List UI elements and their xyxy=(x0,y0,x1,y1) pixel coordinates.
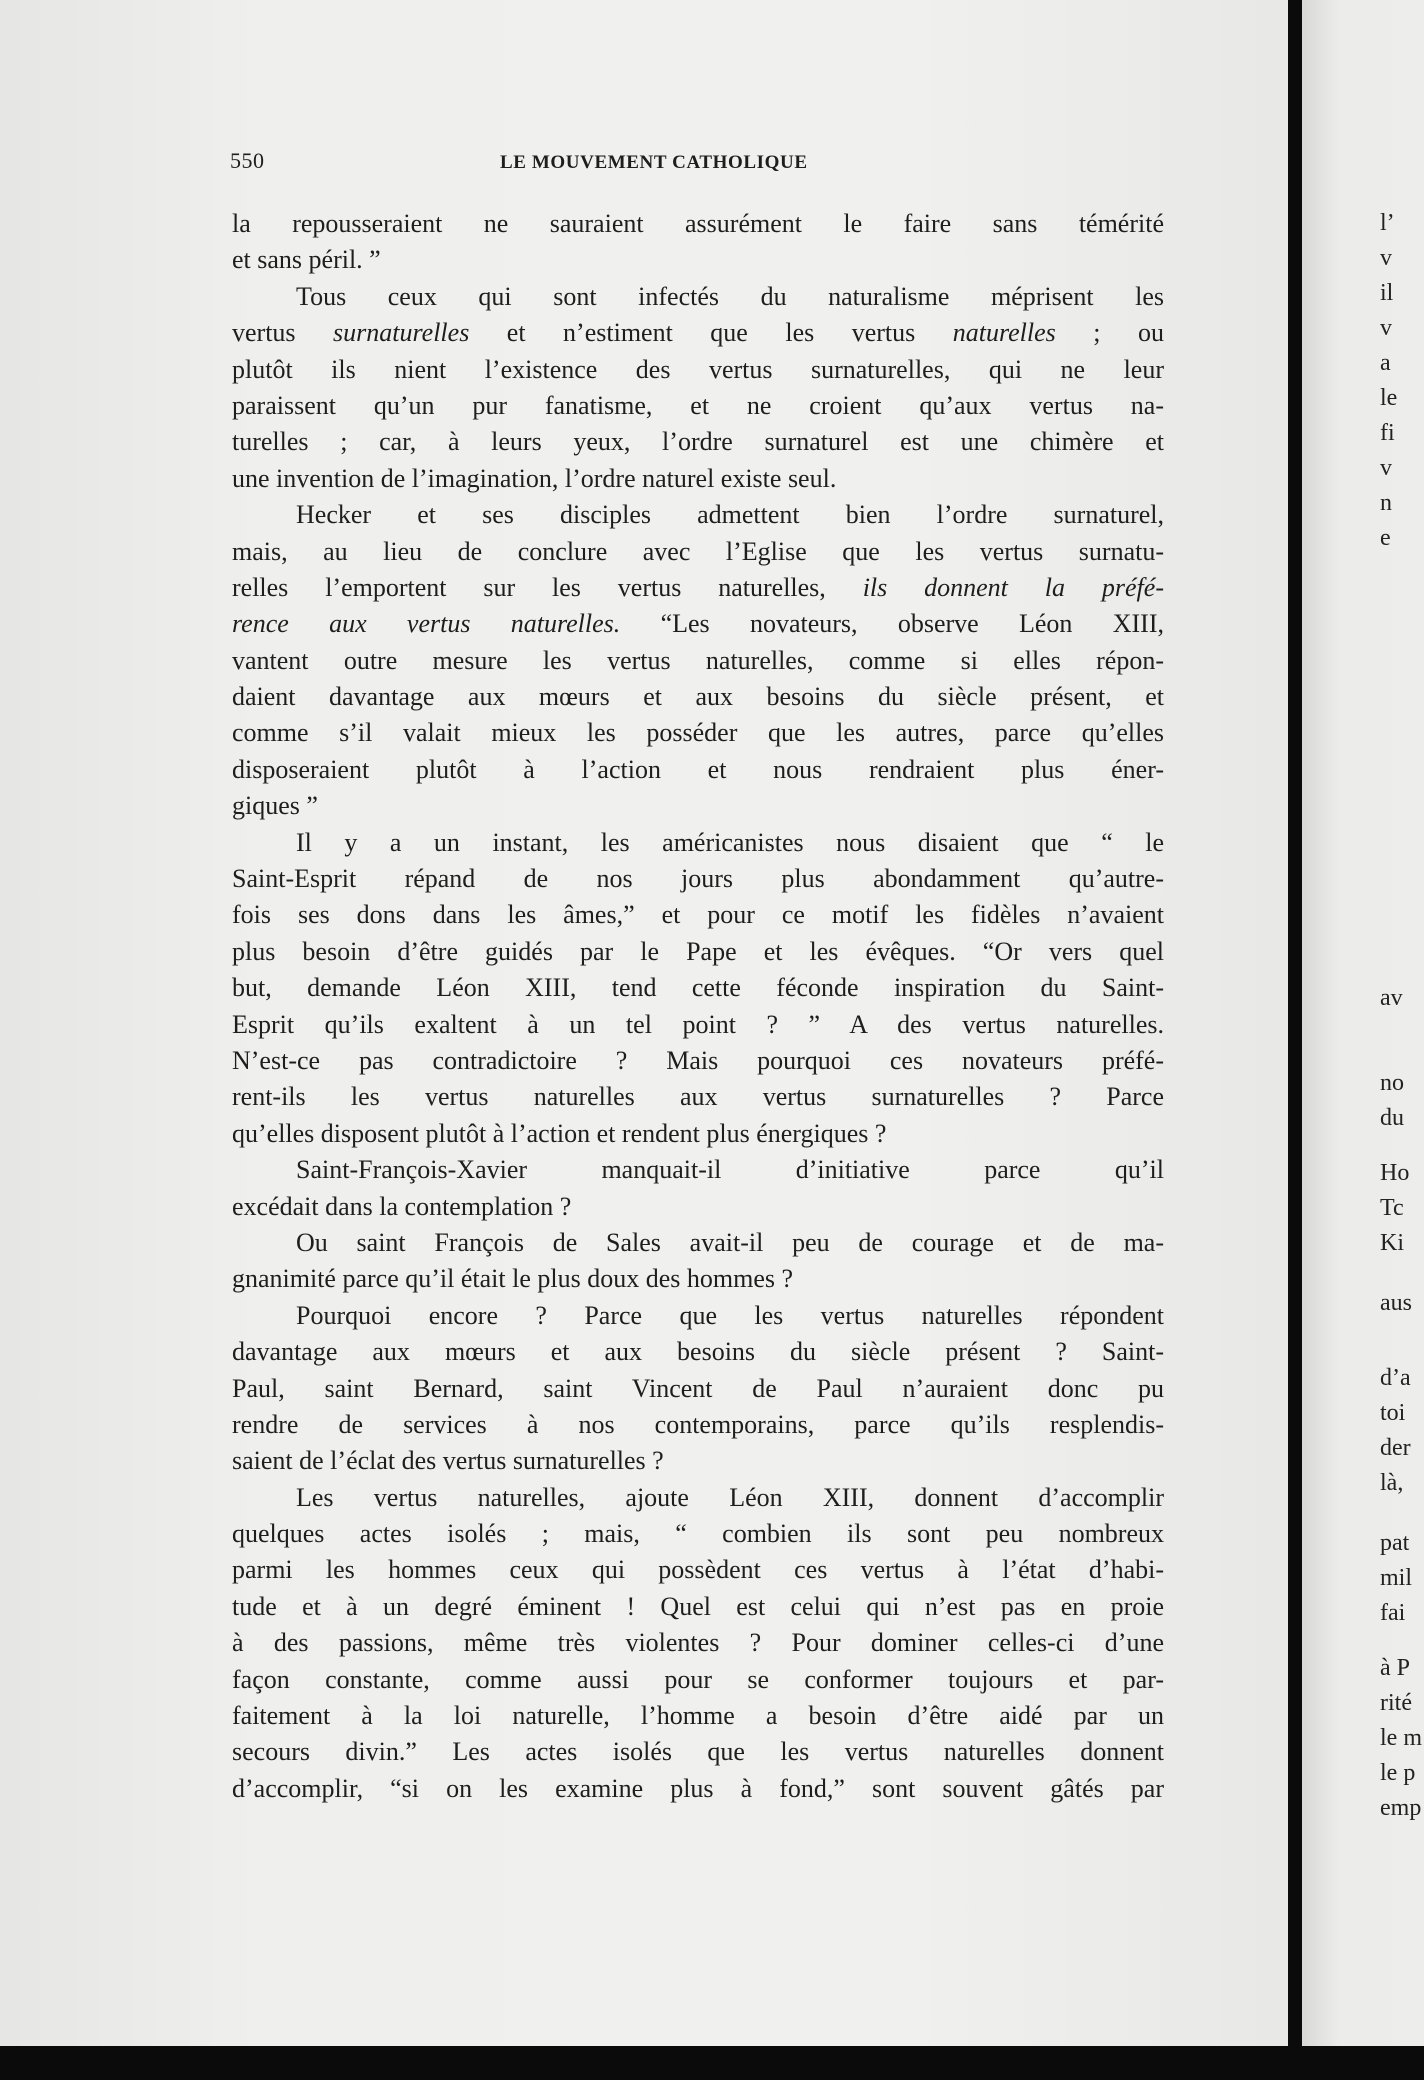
right-page-fragment: Ho xyxy=(1380,1160,1410,1186)
right-page-fragment: v xyxy=(1380,245,1392,271)
text-line: faitement à la loi naturelle, l’homme a besoin d’être aidé par un xyxy=(232,1701,1164,1731)
right-page-fragment: l’ xyxy=(1380,210,1395,236)
text-line: Ou saint François de Sales avait-il peu de courage et de ma- xyxy=(296,1227,1164,1257)
text-line: Hecker et ses disciples admettent bien l’ordre surnaturel, xyxy=(296,500,1164,530)
right-page-fragment: à P xyxy=(1380,1655,1410,1681)
text-line: turelles ; car, à leurs yeux, l’ordre surnaturel est une chimère et xyxy=(232,427,1164,457)
right-page-fragment: le p xyxy=(1380,1760,1416,1786)
right-page-fragment: il xyxy=(1380,280,1394,306)
text-line: quelques actes isolés ; mais, “ combien ils sont peu nombreux xyxy=(232,1519,1164,1549)
text-line: plutôt ils nient l’existence des vertus surnaturelles, qui ne leur xyxy=(232,354,1164,384)
text-line: disposeraient plutôt à l’action et nous rendraient plus éner- xyxy=(232,754,1164,784)
text-line: comme s’il valait mieux les posséder que les autres, parce qu’elles xyxy=(232,718,1164,748)
text-line: Paul, saint Bernard, saint Vincent de Paul n’auraient donc pu xyxy=(232,1373,1164,1403)
right-page-fragment: du xyxy=(1380,1105,1404,1131)
right-page-fragment: Ki xyxy=(1380,1230,1404,1256)
text-line: plus besoin d’être guidés par le Pape et les évêques. “Or vers quel xyxy=(232,936,1164,966)
text-line: façon constante, comme aussi pour se conformer toujours et par- xyxy=(232,1664,1164,1694)
text-line: Les vertus naturelles, ajoute Léon XIII, donnent d’accomplir xyxy=(296,1482,1164,1512)
text-line: daient davantage aux mœurs et aux besoins du siècle présent, et xyxy=(232,682,1164,712)
text-line: Saint-Esprit répand de nos jours plus abondamment qu’autre- xyxy=(232,864,1164,894)
text-line: et sans péril. ” xyxy=(232,245,381,275)
text-line: rent-ils les vertus naturelles aux vertus surnaturelles ? Parce xyxy=(232,1082,1164,1112)
text-line: giques ” xyxy=(232,791,318,821)
text-line: mais, au lieu de conclure avec l’Eglise que les vertus surnatu- xyxy=(232,536,1164,566)
right-page-fragment: v xyxy=(1380,455,1392,481)
text-line: N’est-ce pas contradictoire ? Mais pourquoi ces novateurs préfé- xyxy=(232,1045,1164,1075)
page-number: 550 xyxy=(230,148,265,173)
text-line: but, demande Léon XIII, tend cette féconde inspiration du Saint- xyxy=(232,973,1164,1003)
right-page-fragment: der xyxy=(1380,1435,1411,1461)
text-line: Saint-François-Xavier manquait-il d’initiative parce qu’il xyxy=(296,1155,1164,1185)
right-page-fragment: e xyxy=(1380,525,1391,551)
right-page-fragment: av xyxy=(1380,985,1403,1011)
right-page-fragment: là, xyxy=(1380,1470,1404,1496)
right-page-fragment: pat xyxy=(1380,1530,1410,1556)
right-page-fragment: no xyxy=(1380,1070,1404,1096)
page-header: LE MOUVEMENT CATHOLIQUE xyxy=(500,152,808,173)
right-page-fragment: rité xyxy=(1380,1690,1412,1716)
text-line: fois ses dons dans les âmes,” et pour ce motif les fidèles n’avaient xyxy=(232,900,1164,930)
right-page-edge xyxy=(1302,0,1424,2080)
right-page-fragment: mil xyxy=(1380,1565,1413,1591)
text-line: gnanimité parce qu’il était le plus doux des hommes ? xyxy=(232,1264,794,1294)
text-line: davantage aux mœurs et aux besoins du siècle présent ? Saint- xyxy=(232,1337,1164,1367)
right-page-fragment: fai xyxy=(1380,1600,1406,1626)
text-line: vertus surnaturelles et n’estiment que les vertus naturelles ; ou xyxy=(232,318,1164,348)
right-page-fragment: emp xyxy=(1380,1795,1422,1821)
right-page-fragment: d’a xyxy=(1380,1365,1411,1391)
text-line: Tous ceux qui sont infectés du naturalisme méprisent les xyxy=(296,281,1164,311)
book-gutter xyxy=(1288,0,1302,2080)
right-page-fragment: le m xyxy=(1380,1725,1422,1751)
text-line: excédait dans la contemplation ? xyxy=(232,1191,572,1221)
text-line: d’accomplir, “si on les examine plus à fond,” sont souvent gâtés par xyxy=(232,1773,1164,1803)
text-line: rence aux vertus naturelles. “Les novateurs, observe Léon XIII, xyxy=(232,609,1164,639)
text-line: Pourquoi encore ? Parce que les vertus naturelles répondent xyxy=(296,1300,1164,1330)
text-line: vantent outre mesure les vertus naturelles, comme si elles répon- xyxy=(232,645,1164,675)
text-line: tude et à un degré éminent ! Quel est celui qui n’est pas en proie xyxy=(232,1591,1164,1621)
right-page-fragment: aus xyxy=(1380,1290,1412,1316)
text-line: paraissent qu’un pur fanatisme, et ne croient qu’aux vertus na- xyxy=(232,390,1164,420)
text-line: qu’elles disposent plutôt à l’action et rendent plus énergiques ? xyxy=(232,1118,887,1148)
text-line: Esprit qu’ils exaltent à un tel point ? ” A des vertus naturelles. xyxy=(232,1009,1164,1039)
right-page-fragment: a xyxy=(1380,350,1391,376)
text-line: la repousseraient ne sauraient assurément le faire sans témérité xyxy=(232,209,1164,238)
right-page-fragments xyxy=(1302,0,1424,2046)
text-line: à des passions, même très violentes ? Pour dominer celles-ci d’une xyxy=(232,1628,1164,1658)
text-line: Il y a un instant, les américanistes nous disaient que “ le xyxy=(296,827,1164,857)
text-line: rendre de services à nos contemporains, parce qu’ils resplendis- xyxy=(232,1409,1164,1439)
text-line: secours divin.” Les actes isolés que les vertus naturelles donnent xyxy=(232,1737,1164,1767)
right-page-fragment: fi xyxy=(1380,420,1395,446)
running-head xyxy=(230,148,1170,184)
scan-border xyxy=(0,2046,1424,2080)
text-line: saient de l’éclat des vertus surnaturelles ? xyxy=(232,1446,664,1476)
right-page-fragment: le xyxy=(1380,385,1398,411)
right-page-fragment: Tc xyxy=(1380,1195,1404,1221)
right-page-fragment: v xyxy=(1380,315,1392,341)
text-line: relles l’emportent sur les vertus naturelles, ils donnent la préfé- xyxy=(232,572,1164,602)
right-page-fragment: toi xyxy=(1380,1400,1406,1426)
body-text xyxy=(232,206,1164,1807)
text-line: une invention de l’imagination, l’ordre naturel existe seul. xyxy=(232,463,837,493)
right-page-fragment: n xyxy=(1380,490,1392,516)
text-line: parmi les hommes ceux qui possèdent ces vertus à l’état d’habi- xyxy=(232,1555,1164,1585)
